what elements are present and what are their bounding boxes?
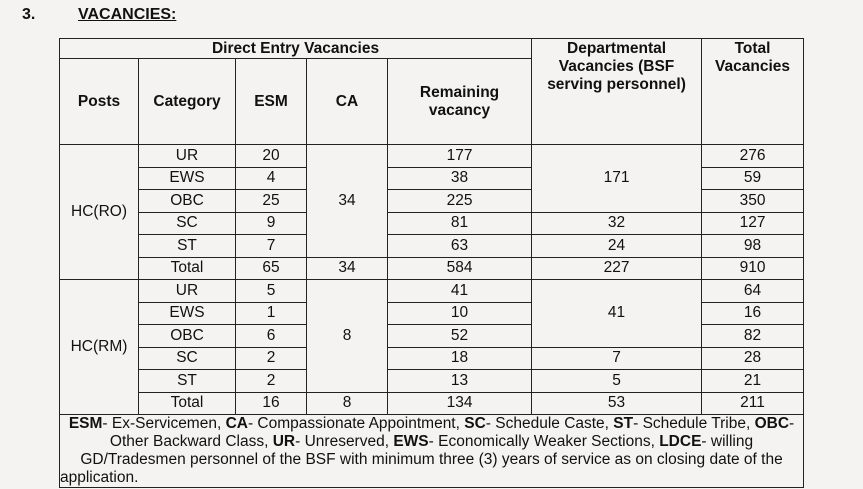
total-cell: 21 xyxy=(702,370,804,393)
total-row xyxy=(60,392,804,415)
esm-cell: 1 xyxy=(236,302,307,325)
total-remaining-cell: 134 xyxy=(388,392,532,415)
table-row xyxy=(60,235,804,258)
departmental-cell: 24 xyxy=(532,235,702,258)
departmental-cell: 7 xyxy=(532,347,702,370)
total-cell: 64 xyxy=(702,280,804,303)
section-number: 3. xyxy=(22,6,36,23)
header-total: Total Vacancies xyxy=(702,39,804,145)
departmental-cell: 32 xyxy=(532,212,702,235)
esm-cell: 6 xyxy=(236,325,307,348)
post-cell: HC(RO) xyxy=(60,145,139,280)
section-title: VACANCIES: xyxy=(78,6,177,23)
total-ca-cell: 8 xyxy=(307,392,388,415)
total-cell: 59 xyxy=(702,167,804,190)
category-cell: UR xyxy=(139,280,236,303)
total-cell: 16 xyxy=(702,302,804,325)
total-remaining-cell: 584 xyxy=(388,257,532,280)
category-cell: ST xyxy=(139,235,236,258)
legend-text: - Schedule Caste, xyxy=(485,415,614,432)
total-dept-cell: 227 xyxy=(532,257,702,280)
legend-text: - Other Backward Class, xyxy=(109,415,795,450)
remaining-cell: 41 xyxy=(388,280,532,303)
table-row xyxy=(60,212,804,235)
legend-abbr: OBC xyxy=(754,415,790,432)
section-heading xyxy=(22,6,176,24)
total-total-cell: 910 xyxy=(702,257,804,280)
esm-cell: 7 xyxy=(236,235,307,258)
ca-cell: 8 xyxy=(307,280,388,393)
header-ca: CA xyxy=(307,59,388,145)
remaining-cell: 63 xyxy=(388,235,532,258)
header-esm: ESM xyxy=(236,59,307,145)
esm-cell: 4 xyxy=(236,167,307,190)
remaining-cell: 18 xyxy=(388,347,532,370)
table-body xyxy=(60,145,804,415)
legend-text: - Compassionate Appointment, xyxy=(247,415,465,432)
table-row xyxy=(60,347,804,370)
remaining-cell: 10 xyxy=(388,302,532,325)
total-cell: 28 xyxy=(702,347,804,370)
table-row xyxy=(60,370,804,393)
legend-abbr: CA xyxy=(225,415,248,432)
header-category: Category xyxy=(139,59,236,145)
total-ca-cell: 34 xyxy=(307,257,388,280)
legend-abbr: ST xyxy=(613,415,634,432)
vacancies-table xyxy=(59,38,804,488)
departmental-cell: 41 xyxy=(532,280,702,348)
header-direct-entry: Direct Entry Vacancies xyxy=(60,39,532,59)
ca-cell: 34 xyxy=(307,145,388,258)
legend-text: - Schedule Tribe, xyxy=(633,415,755,432)
legend-text: - Unreserved, xyxy=(295,433,394,450)
remaining-cell: 177 xyxy=(388,145,532,168)
legend-text: - Economically Weaker Sections, xyxy=(428,433,660,450)
category-cell: SC xyxy=(139,347,236,370)
total-dept-cell: 53 xyxy=(532,392,702,415)
category-cell: SC xyxy=(139,212,236,235)
total-label-cell: Total xyxy=(139,392,236,415)
total-cell: 98 xyxy=(702,235,804,258)
esm-cell: 2 xyxy=(236,370,307,393)
total-esm-cell: 65 xyxy=(236,257,307,280)
category-cell: EWS xyxy=(139,167,236,190)
legend-text: - Ex-Servicemen, xyxy=(102,415,226,432)
total-cell: 276 xyxy=(702,145,804,168)
legend-abbr: LDCE xyxy=(659,433,702,450)
header-departmental: Departmental Vacancies (BSF serving personnel) xyxy=(532,39,702,145)
remaining-cell: 13 xyxy=(388,370,532,393)
esm-cell: 2 xyxy=(236,347,307,370)
table-row xyxy=(60,145,804,168)
total-cell: 350 xyxy=(702,190,804,213)
legend-text: - willing GD/Tradesmen personnel of the BSF with minimum three (3) years of service as on closing date of the application. xyxy=(60,433,783,486)
legend-abbr: EWS xyxy=(393,433,429,450)
post-cell: HC(RM) xyxy=(60,280,139,415)
legend-note xyxy=(60,415,804,488)
remaining-cell: 52 xyxy=(388,325,532,348)
table-row xyxy=(60,280,804,303)
total-cell: 82 xyxy=(702,325,804,348)
category-cell: ST xyxy=(139,370,236,393)
total-cell: 127 xyxy=(702,212,804,235)
esm-cell: 25 xyxy=(236,190,307,213)
category-cell: UR xyxy=(139,145,236,168)
departmental-cell: 171 xyxy=(532,145,702,213)
esm-cell: 5 xyxy=(236,280,307,303)
legend-abbr: UR xyxy=(272,433,296,450)
total-esm-cell: 16 xyxy=(236,392,307,415)
legend-abbr: SC xyxy=(464,415,486,432)
header-remaining: Remaining vacancy xyxy=(388,59,532,145)
category-cell: OBC xyxy=(139,325,236,348)
remaining-cell: 38 xyxy=(388,167,532,190)
category-cell: OBC xyxy=(139,190,236,213)
total-row xyxy=(60,257,804,280)
total-total-cell: 211 xyxy=(702,392,804,415)
total-label-cell: Total xyxy=(139,257,236,280)
esm-cell: 20 xyxy=(236,145,307,168)
departmental-cell: 5 xyxy=(532,370,702,393)
category-cell: EWS xyxy=(139,302,236,325)
esm-cell: 9 xyxy=(236,212,307,235)
remaining-cell: 225 xyxy=(388,190,532,213)
remaining-cell: 81 xyxy=(388,212,532,235)
legend-abbr: ESM xyxy=(68,415,103,432)
header-posts: Posts xyxy=(60,59,139,145)
